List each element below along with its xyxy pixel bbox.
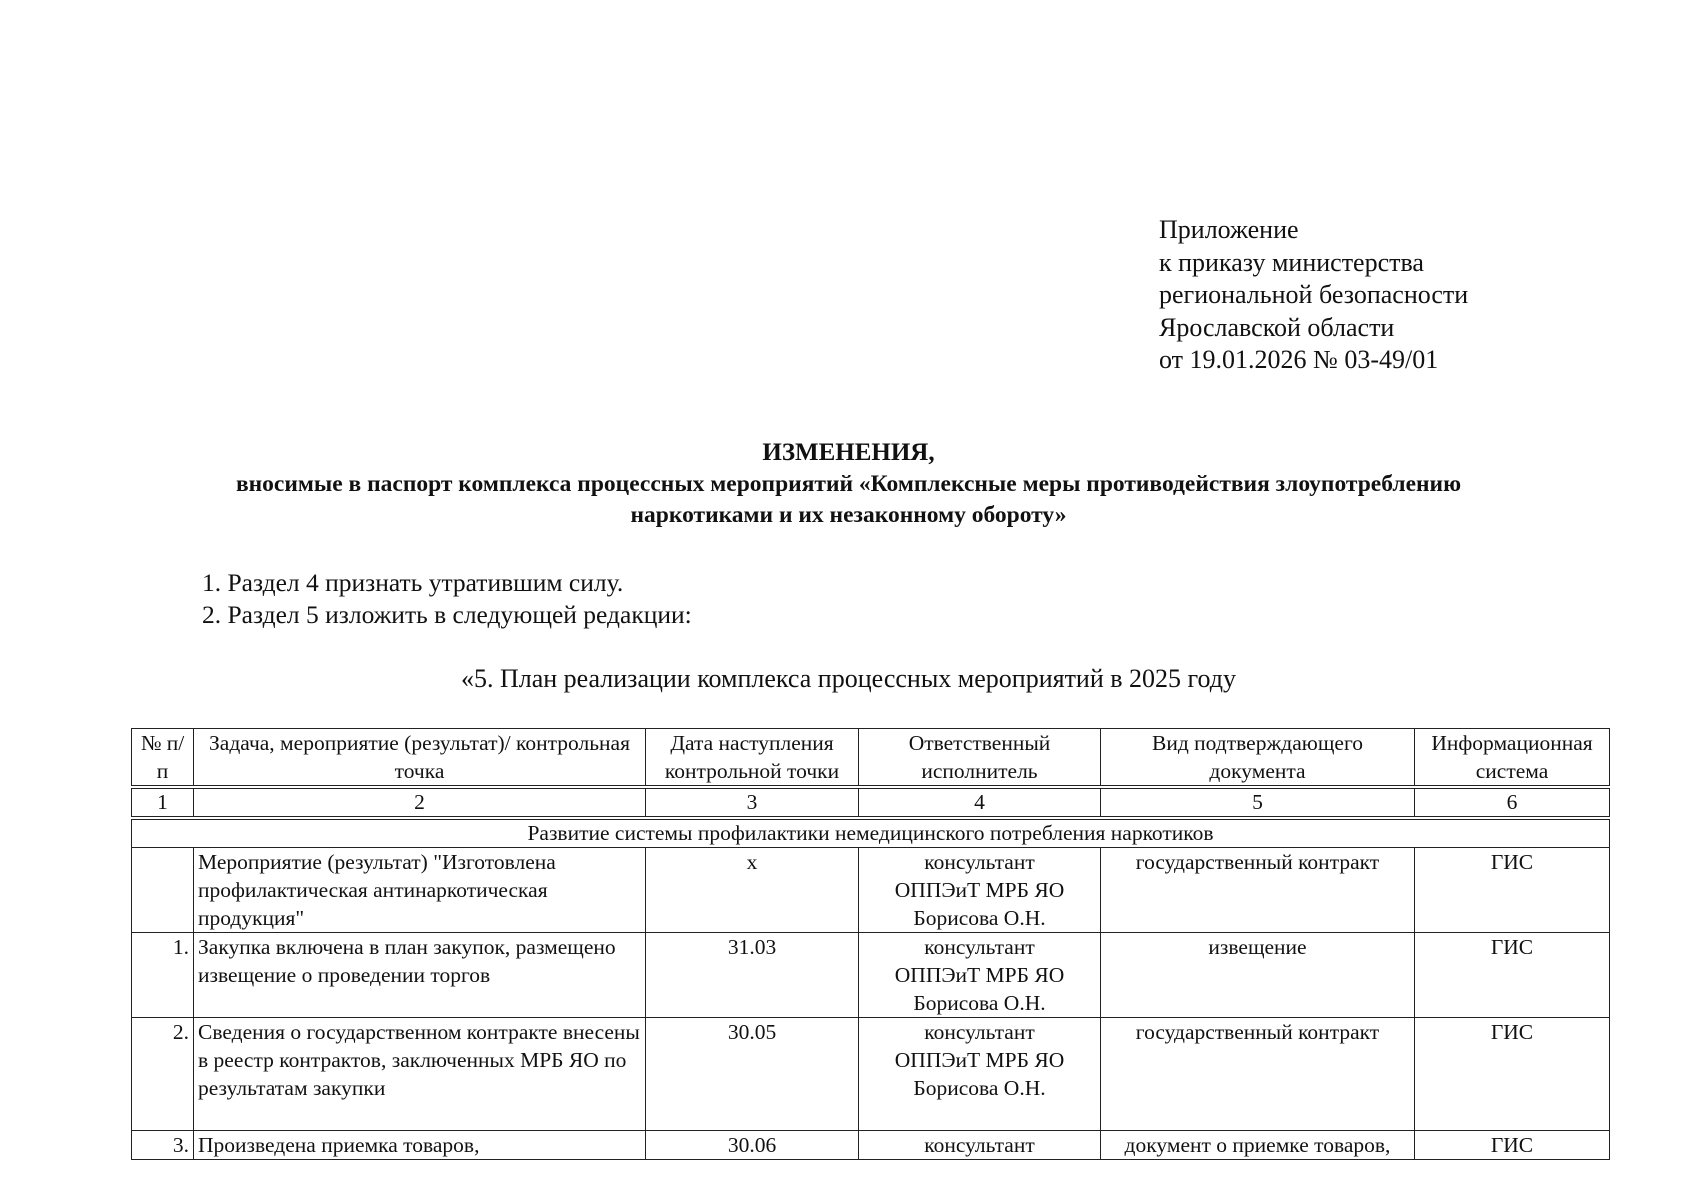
title-sub-line-1: вносимые в паспорт комплекса процессных мероприятий «Комплексные меры противодействия злоупотреблению: [235, 471, 1462, 497]
row-responsible: [859, 848, 1101, 933]
approval-line-4: Ярославской области: [1159, 312, 1395, 342]
row-responsible: [859, 1018, 1101, 1131]
header-responsible: Ответственный исполнитель: [859, 729, 1101, 788]
row-number: 2.: [132, 1018, 194, 1131]
responsible-position: консультант: [924, 935, 1035, 959]
row-responsible: [859, 933, 1101, 1018]
row-system: ГИС: [1415, 1131, 1610, 1160]
section-title: «5. План реализации комплекса процессных мероприятий в 2025 году: [460, 664, 1237, 693]
row-document: документ о приемке товаров,: [1101, 1131, 1415, 1160]
responsible-position: консультант: [924, 850, 1035, 874]
responsible-person: Борисова О.Н.: [913, 1076, 1046, 1100]
approval-line-3: региональной безопасности: [1159, 280, 1469, 309]
document-title: [0, 437, 1697, 531]
header-num: № п/п: [132, 729, 194, 788]
responsible-person: Борисова О.Н.: [913, 991, 1046, 1015]
row-system: ГИС: [1415, 848, 1610, 933]
table-row: [132, 848, 1610, 933]
paragraph-1: 1. Раздел 4 признать утратившим силу.: [202, 568, 624, 597]
paragraph-2: 2. Раздел 5 изложить в следующей редакции:: [202, 600, 692, 629]
column-number: 3: [646, 787, 859, 818]
responsible-department: ОППЭиТ МРБ ЯО: [894, 1048, 1065, 1072]
row-number: 3.: [132, 1131, 194, 1160]
table-row: [132, 1131, 1610, 1160]
responsible-department: ОППЭиТ МРБ ЯО: [894, 878, 1065, 902]
row-date: 30.05: [646, 1018, 859, 1131]
table-row: [132, 933, 1610, 1018]
column-number: 6: [1415, 787, 1610, 818]
approval-line-2: к приказу министерства: [1159, 247, 1424, 277]
table-row: [132, 1018, 1610, 1131]
column-number: 1: [132, 787, 194, 818]
section-row: [132, 818, 1610, 848]
plan-table: [131, 728, 1610, 1160]
column-numbers-row: [132, 787, 1610, 818]
column-number: 4: [859, 787, 1101, 818]
responsible-department: ОППЭиТ МРБ ЯО: [894, 963, 1065, 987]
approval-line-1: Приложение: [1159, 215, 1299, 244]
title-main: ИЗМЕНЕНИЯ,: [762, 439, 935, 466]
responsible-position: консультант: [924, 1020, 1035, 1044]
row-system: ГИС: [1415, 933, 1610, 1018]
row-date: x: [646, 848, 859, 933]
title-sub-line-2: наркотиками и их незаконному обороту»: [630, 502, 1067, 528]
row-date: 30.06: [646, 1131, 859, 1160]
row-task: Закупка включена в план закупок, размещено извещение о проведении торгов: [194, 933, 646, 1018]
row-responsible: [859, 1131, 1101, 1160]
row-date: 31.03: [646, 933, 859, 1018]
header-task: Задача, мероприятие (результат)/ контрольная точка: [194, 729, 646, 788]
row-task: Произведена приемка товаров,: [194, 1131, 646, 1160]
column-number: 2: [194, 787, 646, 818]
row-task: Мероприятие (результат) "Изготовлена профилактическая антинаркотическая продукция": [194, 848, 646, 933]
section-row-title: Развитие системы профилактики немедицинского потребления наркотиков: [132, 818, 1610, 848]
header-date: Дата наступления контрольной точки: [646, 729, 859, 788]
approval-stamp: [1159, 214, 1468, 377]
header-system: Информационная система: [1415, 729, 1610, 788]
row-document: извещение: [1101, 933, 1415, 1018]
responsible-person: Борисова О.Н.: [913, 906, 1046, 930]
approval-date-number: от 19.01.2026 № 03-49/01: [1159, 345, 1439, 374]
column-number: 5: [1101, 787, 1415, 818]
responsible-position: консультант: [924, 1133, 1035, 1157]
header-document: Вид подтверждающего документа: [1101, 729, 1415, 788]
row-number: 1.: [132, 933, 194, 1018]
row-task: Сведения о государственном контракте внесены в реестр контрактов, заключенных МРБ ЯО по результатам закупки: [194, 1018, 646, 1131]
row-number: [132, 848, 194, 933]
row-system: ГИС: [1415, 1018, 1610, 1131]
table-header-row: [132, 729, 1610, 788]
row-document: государственный контракт: [1101, 848, 1415, 933]
row-document: государственный контракт: [1101, 1018, 1415, 1131]
